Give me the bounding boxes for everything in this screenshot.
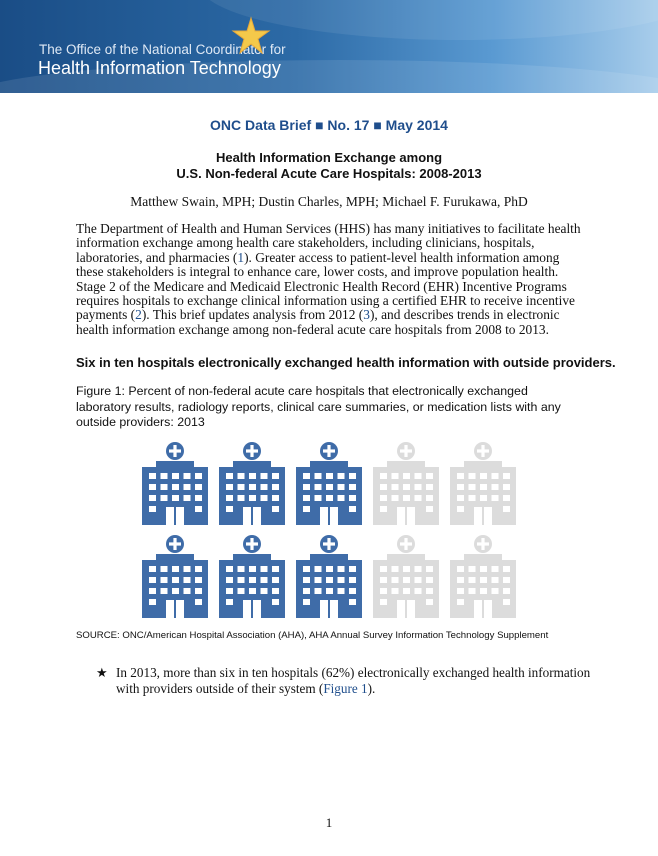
bullet-text: [116, 665, 596, 697]
hospital-icon-filled: [142, 442, 208, 525]
hospital-icon-filled: [219, 442, 285, 525]
hospital-icon-empty: [450, 535, 516, 618]
hospital-icon-empty: [373, 535, 439, 618]
title-line-2: U.S. Non-federal Acute Care Hospitals: 2008-2013: [176, 166, 482, 181]
org-name-line2: Health Information Technology: [38, 58, 281, 78]
hospital-icon-empty: [373, 442, 439, 525]
figure-source: SOURCE: ONC/American Hospital Association (AHA), AHA Annual Survey Information Technology Supplement: [76, 630, 549, 641]
org-name-line1: The Office of the National Coordinator for: [39, 42, 286, 57]
title-line-1: Health Information Exchange among: [215, 150, 443, 165]
star-logo-icon: [227, 16, 271, 56]
intro-text-1: The Department of Health and Human Services (HHS) has many initiatives to facilitate health information exchange among health care stakeholders, including clinicians, hospitals, laboratories, and pharmacies (: [76, 221, 581, 265]
bullet-text-before: In 2013, more than six in ten hospitals (62%) electronically exchanged health information with providers outside of their system (: [116, 665, 591, 696]
hospital-icon-filled: [219, 535, 285, 618]
authors: Matthew Swain, MPH; Dustin Charles, MPH; Michael F. Furukawa, PhD: [130, 194, 528, 209]
reference-link-1[interactable]: 1: [237, 249, 245, 265]
hospital-icon-empty: [450, 442, 516, 525]
intro-text-4: ), and describes trends in electronic health information exchange among non-federal acute care hospitals from 2008 to 2013.: [76, 307, 560, 337]
intro-paragraph: [76, 222, 584, 337]
brief-line: ONC Data Brief ■ No. 17 ■ May 2014: [210, 117, 448, 133]
bullet-text-after: ).: [367, 681, 376, 696]
bullet-star-icon: ★: [96, 665, 108, 680]
section-heading: Six in ten hospitals electronically exchanged health information with outside providers.: [76, 355, 616, 370]
hospital-icon-filled: [296, 535, 362, 618]
reference-link-2[interactable]: 2: [135, 307, 142, 323]
bullet-item: [96, 665, 596, 697]
page-number: 1: [325, 815, 333, 830]
intro-text-2: ). Greater access to patient-level health information among these stakeholders is integral to enhance care, lower costs, and improve population health. Stage 2 of the Medicare and Medicaid Electronic Health Record (EHR) Incentive Programs requires hospitals to exchange clinical information using a certified EHR to receive incentive payments (: [76, 249, 575, 323]
header-banner: [0, 0, 658, 93]
figure-1-link[interactable]: Figure 1: [323, 681, 368, 696]
figure-caption: Figure 1: Percent of non-federal acute care hospitals that electronically exchanged laboratory results, radiology reports, clinical care summaries, or medication lists with any outside providers: 2013: [76, 384, 561, 430]
hospital-icon-filled: [296, 442, 362, 525]
hospital-icon-grid: [140, 441, 525, 621]
hospital-icon-filled: [142, 535, 208, 618]
intro-text-3: ). This brief updates analysis from 2012 (: [141, 307, 364, 323]
reference-link-3[interactable]: 3: [363, 307, 370, 323]
document-title: [0, 150, 658, 182]
